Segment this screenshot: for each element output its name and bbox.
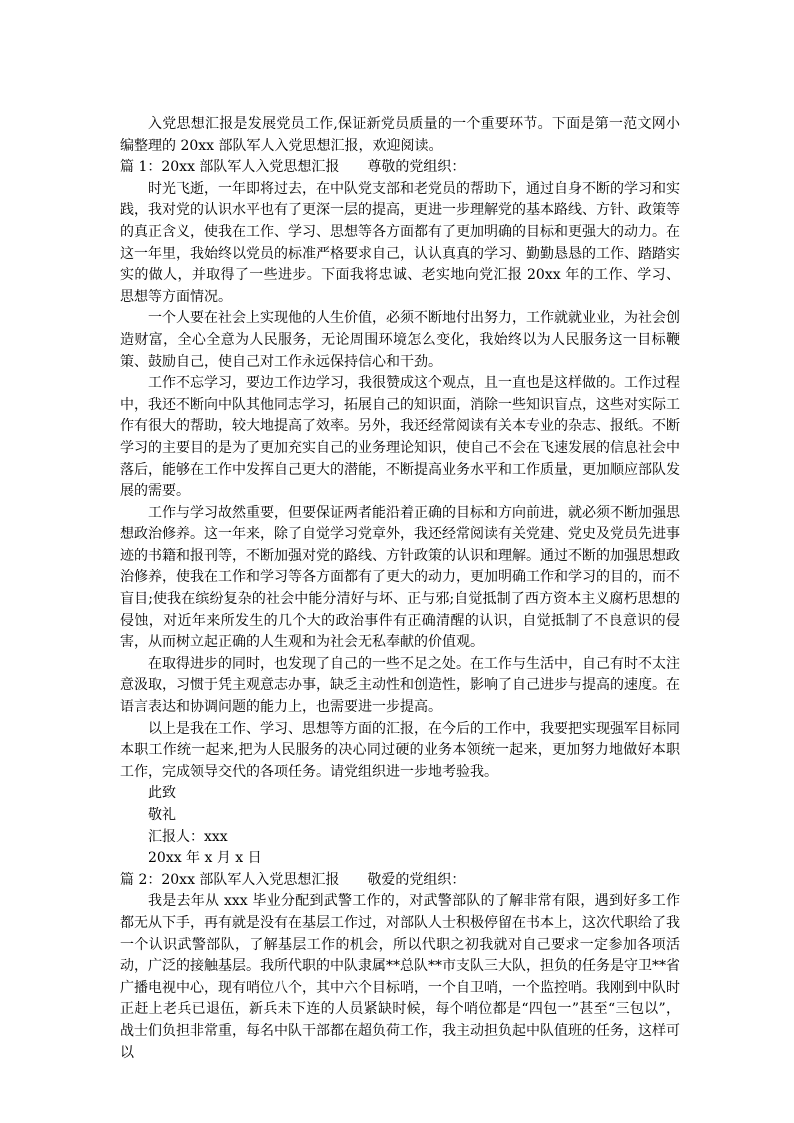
article-1-paragraph-6: 以上是我在工作、学习、思想等方面的汇报，在今后的工作中，我要把实现强军目标同本职工作统一起来,把为人民服务的决心同过硬的业务本领统一起来，更加努力地做好本职工作，完成领导交代的各项任务。请党组织进一步地考验我。 [120,720,680,780]
article-1-paragraph-2: 一个人要在社会上实现他的人生价值，必须不断地付出努力，工作就就业业，为社会创造财富，全心全意为人民服务，无论周围环境怎么变化，我始终以为人民服务这一目标鞭策、鼓励自己，使自己对工作永远保持信心和干劲。 [120,310,680,370]
article-1-paragraph-4: 工作与学习故然重要，但要保证两者能沿着正确的目标和方向前进，就必须不断加强思想政治修养。这一年来，除了自觉学习党章外，我还经常阅读有关党建、党史及党员先进事迹的书籍和报刊等，不断加强对党的路线、方针政策的认识和理解。通过不断的加强思想政治修养，使我在工作和学习等各方面都有了更大的动力，更加明确工作和学习的目的，而不盲目;使我在缤纷复杂的社会中能分清好与坏、正与邪;自觉抵制了西方资本主义腐朽思想的侵蚀，对近年来所发生的几个大的政治事件有正确清醒的认识，自觉抵制了不良意识的侵害，从而树立起正确的人生观和为社会无私奉献的价值观。 [120,504,680,651]
intro-paragraph: 入党思想汇报是发展党员工作,保证新党员质量的一个重要环节。下面是第一范文网小编整理的 20xx 部队军人入党思想汇报，欢迎阅读。 [120,116,680,154]
article-1-salute: 敬礼 [148,807,176,823]
article-2-heading: 篇 2：20xx 部队军人入党思想汇报 敬爱的党组织： [120,871,466,888]
article-1-heading: 篇 1：20xx 部队军人入党思想汇报 尊敬的党组织： [120,159,466,176]
article-1-paragraph-5: 在取得进步的同时，也发现了自己的一些不足之处。在工作与生活中，自己有时不太注意汲取，习惯于凭主观意志办事，缺乏主动性和创造性，影响了自己进步与提高的速度。在语言表达和协调问题的能力上，也需要进一步提高。 [120,655,680,716]
article-1-reporter: 汇报人：xxx [148,828,228,845]
article-1-paragraph-1: 时光飞逝，一年即将过去，在中队党支部和老党员的帮助下，通过自身不断的学习和实践，我对党的认识水平也有了更深一层的提高，更进一步理解党的基本路线、方针、政策等的真正含义，使我在工作、学习、思想等各方面都有了更加明确的目标和更强大的动力。在这一年里，我始终以党员的标准严格要求自己，认认真真的学习、勤勤恳恳的工作、踏踏实实的做人，并取得了一些进步。下面我将忠诚、老实地向党汇报 20xx 年的工作、学习、思想等方面情况。 [120,180,680,305]
article-1-date: 20xx 年 x 月 x 日 [148,850,262,867]
article-2-paragraph-1: 我是去年从 xxx 毕业分配到武警工作的，对武警部队的了解非常有限，遇到好多工作都无从下手，再有就是没有在基层工作过，对部队人士积极停留在书本上，这次代职给了我一个认识武警部队，了解基层工作的机会，所以代职之初我就对自己要求一定参加各项活动，广泛的接触基层。我所代职的中队隶属**总队**市支队三大队，担负的任务是守卫**省广播电视中心，现有哨位八个，其中六个目标哨，一个自卫哨，一个监控哨。我刚到中队时正赶上老兵已退伍，新兵未下连的人员紧缺时候，每个哨位都是“四包一”甚至“三包以”，战士们负担非常重，每名中队干部都在超负荷工作，我主动担负起中队值班的任务，这样可以 [120,893,680,1061]
article-1-paragraph-3: 工作不忘学习，要边工作边学习，我很赞成这个观点，且一直也是这样做的。工作过程中，我还不断向中队其他同志学习，拓展自己的知识面，消除一些知识盲点，这些对实际工作有很大的帮助，较大地提高了效率。另外，我还经常阅读有关本专业的杂志、报纸。不断学习的主要目的是为了更加充实自己的业务理论知识，使自己不会在飞速发展的信息社会中落后，能够在工作中发挥自己更大的潜能，不断提高业务水平和工作质量，更加顺应部队发展的需要。 [120,375,680,500]
document-page [120,114,680,1064]
article-1-closing: 此致 [148,785,176,802]
